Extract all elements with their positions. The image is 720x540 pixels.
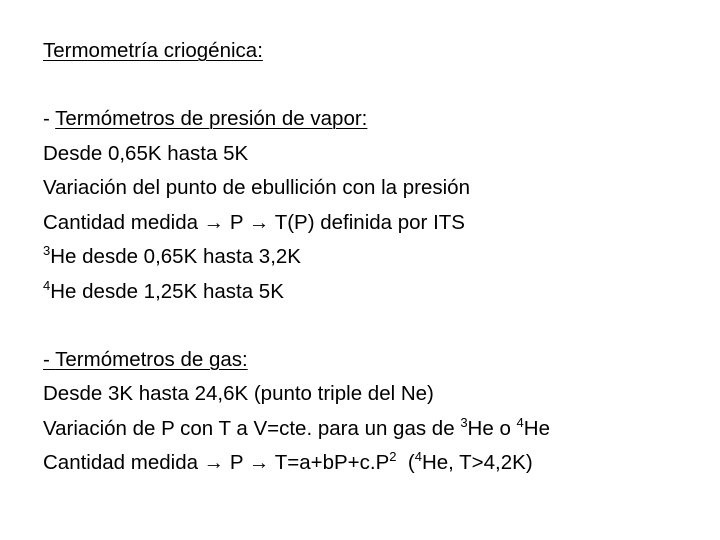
squared-exponent: 2 <box>389 449 397 464</box>
vapor-principle: Variación del punto de ebullición con la presión <box>43 176 470 199</box>
he4-mass-number: 4 <box>43 277 51 293</box>
gas-heading <box>43 343 703 378</box>
slide-title <box>43 34 703 69</box>
slide-content <box>43 34 703 481</box>
gas-heading-text: Termómetros de gas: <box>55 347 248 371</box>
vapor-he3-range <box>43 240 703 275</box>
vapor-range: Desde 0,65K hasta 5K <box>43 141 249 165</box>
gas-dash: - <box>43 347 56 371</box>
vapor-heading <box>43 102 703 137</box>
he4-mass-number: 4 <box>414 449 422 464</box>
he4-mass-number: 4 <box>516 414 524 430</box>
spacer <box>43 309 703 343</box>
vapor-heading-text: Termómetros de presión de vapor: <box>55 107 368 130</box>
gas-principle <box>43 412 703 447</box>
vapor-quantity: Cantidad medida → P → T(P) definida por ITS <box>43 210 465 234</box>
gas-principle-text-a: Variación de P con T a V=cte. para un gas de <box>43 416 461 440</box>
he3-mass-number: 3 <box>460 414 468 430</box>
gas-thermometer-section <box>43 343 703 481</box>
title-text: Termometría criogénica: <box>43 39 263 62</box>
gas-principle-text-c: He <box>523 416 550 440</box>
he3-range-text: He desde 0,65K hasta 3,2K <box>50 245 301 268</box>
vapor-pressure-section <box>43 102 703 309</box>
gas-quantity-text-c: He, T>4,2K) <box>421 451 533 474</box>
vapor-dash: - <box>43 107 56 130</box>
he4-range-text: He desde 1,25K hasta 5K <box>50 279 284 303</box>
vapor-he4-range <box>43 275 703 310</box>
gas-quantity <box>43 446 703 481</box>
he3-mass-number: 3 <box>43 243 51 258</box>
gas-range: Desde 3K hasta 24,6K (punto triple del Ne) <box>43 382 434 405</box>
gas-quantity-text-a: Cantidad medida → P → T=a+bP+c.P <box>43 451 390 474</box>
gas-principle-text-b: He o <box>467 416 517 440</box>
gas-quantity-text-b: ( <box>396 451 415 474</box>
spacer <box>43 69 703 103</box>
